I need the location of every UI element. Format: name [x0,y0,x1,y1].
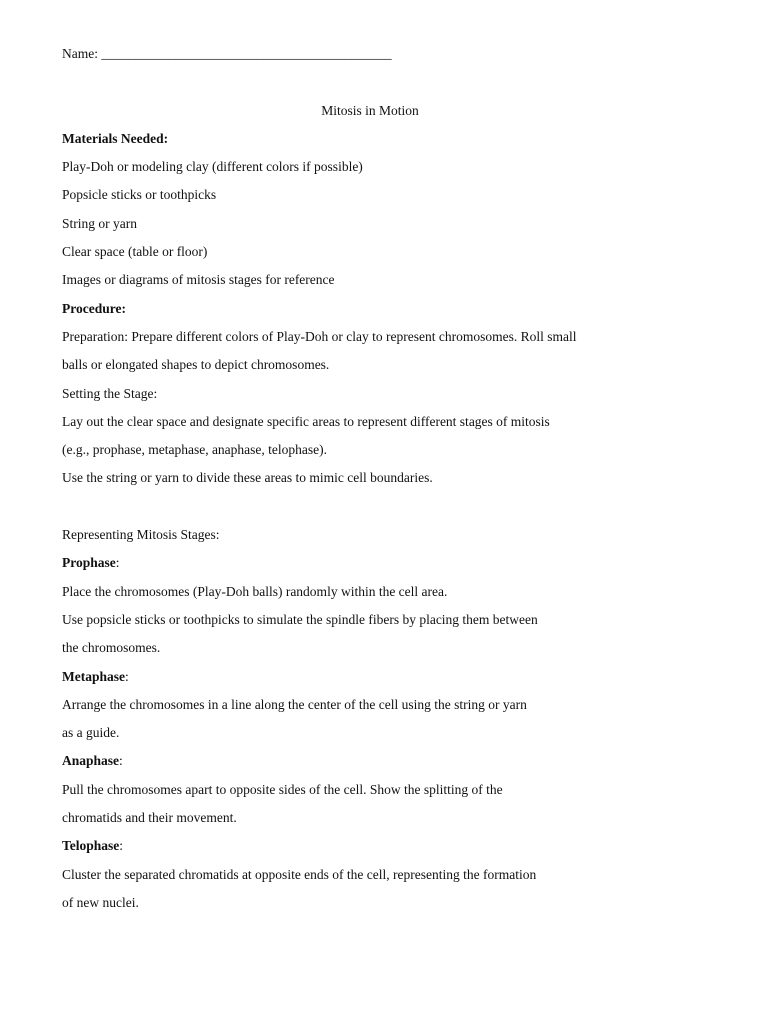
setting-line: (e.g., prophase, metaphase, anaphase, telophase). [62,442,328,458]
metaphase-heading [62,667,702,695]
colon: : [125,668,129,684]
anaphase-line: Pull the chromosomes apart to opposite sides of the cell. Show the splitting of the [62,781,503,797]
document-title: Mitosis in Motion [321,102,419,118]
colon: : [115,555,120,571]
materials-item: Images or diagrams of mitosis stages for reference [62,272,335,288]
prophase-heading [62,553,702,581]
materials-heading [62,129,702,157]
anaphase-heading [62,751,702,779]
prophase-line: Place the chromosomes (Play-Doh balls) randomly within the cell area. [62,583,448,599]
document-page [62,44,702,921]
preparation-line: Preparation: Prepare different colors of Play-Doh or clay to represent chromosomes. Roll small [62,328,577,344]
telophase-line: of new nuclei. [62,894,139,910]
anaphase-line: chromatids and their movement. [62,810,237,826]
spacer [62,72,702,100]
materials-item: String or yarn [62,215,137,231]
telophase-heading [62,836,702,864]
procedure-heading [62,299,702,327]
prophase-label: Prophase [62,555,116,571]
metaphase-label: Metaphase [62,668,125,684]
colon: : [119,838,124,854]
metaphase-line: Arrange the chromosomes in a line along the center of the cell using the string or yarn [62,696,527,712]
materials-item: Play-Doh or modeling clay (different colors if possible) [62,159,363,175]
colon: : [119,753,123,769]
prophase-line: Use popsicle sticks or toothpicks to simulate the spindle fibers by placing them between [62,611,538,627]
setting-line: Use the string or yarn to divide these areas to mimic cell boundaries. [62,470,433,486]
telophase-label: Telophase [62,838,120,854]
spacer [62,497,702,525]
preparation-line: balls or elongated shapes to depict chromosomes. [62,357,330,373]
name-line: Name: ___________________________________________ [62,46,392,61]
stages-heading: Representing Mitosis Stages: [62,527,220,543]
anaphase-label: Anaphase [62,753,120,769]
materials-heading-text: Materials Needed: [62,130,169,146]
telophase-line: Cluster the separated chromatids at opposite ends of the cell, representing the formation [62,866,537,882]
setting-heading: Setting the Stage: [62,385,158,401]
procedure-heading-text: Procedure: [62,300,126,316]
materials-item: Popsicle sticks or toothpicks [62,187,217,203]
prophase-line: the chromosomes. [62,640,161,656]
metaphase-line: as a guide. [62,725,120,741]
materials-item: Clear space (table or floor) [62,244,208,260]
setting-line: Lay out the clear space and designate specific areas to represent different stages of mitosis [62,413,550,429]
